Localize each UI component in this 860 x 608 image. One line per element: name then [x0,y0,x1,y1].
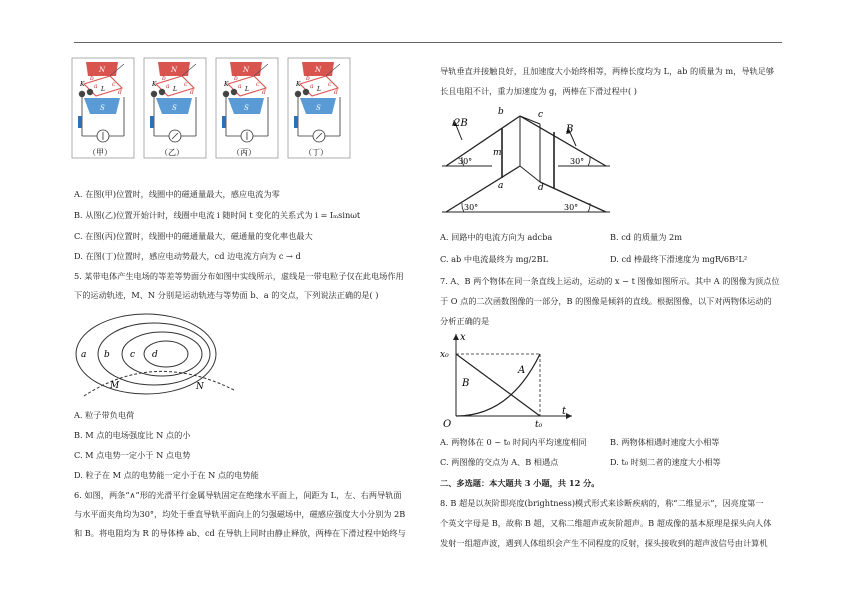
graph-t0-label: t₀ [535,420,543,430]
q7-option-c: C. 两图像的交点为 A、B 相遇点 [440,457,559,467]
magnet-label-s: S [172,104,177,112]
resistor [222,116,226,128]
slip-ring-right [231,89,237,95]
graph-curve-b-label: B [462,378,470,389]
magnet-label-s: S [244,104,249,112]
q4-option-b: B. 从图(乙)位置开始计时，线圈中电流 i 随时间 t 变化的关系式为 i = Iₘsinωt [74,210,361,220]
magnet-label-s: S [100,104,105,112]
equip-label-c: c [130,350,136,360]
label-b: b [234,75,238,82]
graph-origin-label: O [443,419,452,430]
label-d: d [262,89,266,96]
q8-stem-line1: 8. B 超是以灰阶即亮度(brightness)模式形式来诊断疾病的，称“二维显示”，因亮度第一 [440,498,764,508]
generator-caption: （丁） [304,148,328,157]
magnet-label-n: N [315,66,322,74]
q6-stem-line1: 6. 如图，两条“∧”形的光滑平行金属导轨固定在绝缘水平面上，间距为 L，左、右两导轨面 [74,490,402,500]
label-a: a [94,83,98,90]
label-c: c [328,81,332,88]
q6-option-a: A. 回路中的电流方向为 adcba [440,232,553,242]
rail-label-a: a [498,181,504,191]
q5-option-d: D. 粒子在 M 点的电势能一定小于在 N 点的电势能 [74,470,259,480]
q6-stem-line3: 和 B。将电阻均为 R 的导体棒 ab、cd 在导轨上同时由静止释放，两棒在下滑过程中始终与 [74,528,406,538]
label-c: c [184,81,188,88]
q5-option-b: B. M 点的电场强度比 N 点的小 [74,430,191,440]
rail-label-d: d [538,183,544,193]
label-a: a [238,83,242,90]
label-l: L [317,86,321,93]
slip-ring-right [303,89,309,95]
label-c: c [256,81,260,88]
header-rule [74,42,782,43]
equip-label-b: b [104,350,110,360]
q8-stem-line2: 个英文字母是 B，故称 B 超，又称二维超声或灰阶超声。B 超成像的基本原理是探头向人体 [440,518,772,528]
equip-label-m: M [110,381,120,391]
rail-label-c: c [538,110,544,120]
generator-figure-2 [144,58,206,158]
label-a: a [310,83,314,90]
xt-graph [440,330,580,430]
resistor [150,116,154,128]
q4-option-a: A. 在图(甲)位置时，线圈中的磁通量最大，感应电流为零 [74,189,280,199]
rail-angle-upper-left: 30° [458,157,473,166]
graph-curve-a-label: A [518,365,526,376]
graph-x0-label: x₀ [440,350,449,360]
label-d: d [118,89,122,96]
label-d: d [190,89,194,96]
q7-stem-line1: 7. A、B 两个物体在同一条直线上运动，运动的 x − t 图像如图所示。其中 A 的图像为顶点位 [440,276,780,286]
q5-option-a: A. 粒子带负电荷 [74,410,135,420]
q6-stem-line2: 与水平面夹角均为30°，均处于垂直导轨平面向上的匀强磁场中，磁感应强度大小分别为 2B [74,509,406,519]
magnet-label-s: S [316,104,321,112]
label-l: L [245,86,249,93]
generator-figures [68,54,368,164]
rail-label-b-field: B [566,124,574,135]
label-l: L [173,86,177,93]
generator-figure-3 [216,58,278,158]
generator-figure-4 [288,58,350,158]
graph-t-axis-label: t [562,406,567,417]
magnet-label-n: N [99,66,106,74]
label-b: b [306,75,310,82]
equip-label-a: a [81,350,87,360]
rail-angle-lower-left: 30° [464,203,479,212]
q5-option-c: C. M 点电势一定小于 N 点电势 [74,450,191,460]
magnet-label-n: N [171,66,178,74]
q7-stem-line3: 分析正确的是 [440,316,490,326]
slip-ring-left [295,91,301,97]
generator-caption: （丙） [232,148,256,157]
equip-label-d: d [152,350,158,360]
slip-ring-left [79,91,85,97]
q4-option-d: D. 在图(丁)位置时，感应电动势最大，cd 边电流方向为 c → d [74,251,301,261]
q6-continued-line2: 长且电阻不计，重力加速度为 g，两棒在下滑过程中( ) [440,86,637,96]
label-a: a [166,83,170,90]
q6-option-b: B. cd 的质量为 2m [610,232,682,242]
label-l: L [101,86,105,93]
generator-caption: （乙） [160,148,184,157]
rails-figure [440,104,620,216]
graph-x-axis-label: x [460,332,466,343]
generator-caption: （甲） [88,148,112,157]
label-k: K [296,81,301,88]
label-b: b [90,75,94,82]
q7-option-a: A. 两物体在 0 ~ t₀ 时间内平均速度相同 [440,437,587,447]
q8-stem-line3: 发射一组超声波，遇到人体组织会产生不同程度的反射，探头接收到的超声波信号由计算机 [440,538,768,548]
section2-heading: 二、多选题：本大题共 3 小题，共 12 分。 [440,478,600,488]
generator-figure-1 [72,58,134,158]
rail-angle-lower-right: 30° [564,203,579,212]
label-d: d [334,89,338,96]
q7-option-b: B. 两物体相遇时速度大小相等 [610,437,720,447]
slip-ring-right [159,89,165,95]
slip-ring-left [151,91,157,97]
equipotential-figure [74,310,244,402]
equip-label-n: N [196,382,204,392]
q4-option-c: C. 在图(丙)位置时，线圈中的磁通量最大，磁通量的变化率也最大 [74,231,313,241]
q5-stem-line1: 5. 某带电体产生电场的等差等势面分布如图中实线所示，虚线是一带电粒子仅在此电场作用 [74,271,404,281]
label-k: K [224,81,229,88]
q6-continued-line1: 导轨垂直并接触良好，且加速度大小始终相等，两棒长度均为 L，ab 的质量为 m，导轨足够 [440,66,775,76]
resistor [78,116,82,128]
resistor [294,116,298,128]
q6-option-c: C. ab 中电流最终为 mg/2BL [440,254,549,264]
q7-option-d: D. t₀ 时刻二者的速度大小相等 [610,457,721,467]
slip-ring-right [87,89,93,95]
rail-label-m: m [493,148,502,158]
q6-option-d: D. cd 棒最终下滑速度为 mgR/6B²L² [610,254,748,264]
q5-stem-line2: 下的运动轨迹，M、N 分别是运动轨迹与等势面 b、a 的交点，下列说法正确的是( ) [74,290,379,300]
rail-angle-upper-right: 30° [570,157,585,166]
label-k: K [152,81,157,88]
rail-label-2b: 2B [454,118,468,129]
slip-ring-left [223,91,229,97]
q7-stem-line2: 于 O 点的二次函数图像的一部分，B 的图像是倾斜的直线。根据图像，以下对两物体运动的 [440,296,772,306]
label-b: b [162,75,166,82]
magnet-label-n: N [243,66,250,74]
label-c: c [112,81,116,88]
rail-label-b: b [498,107,504,117]
label-k: K [80,81,85,88]
